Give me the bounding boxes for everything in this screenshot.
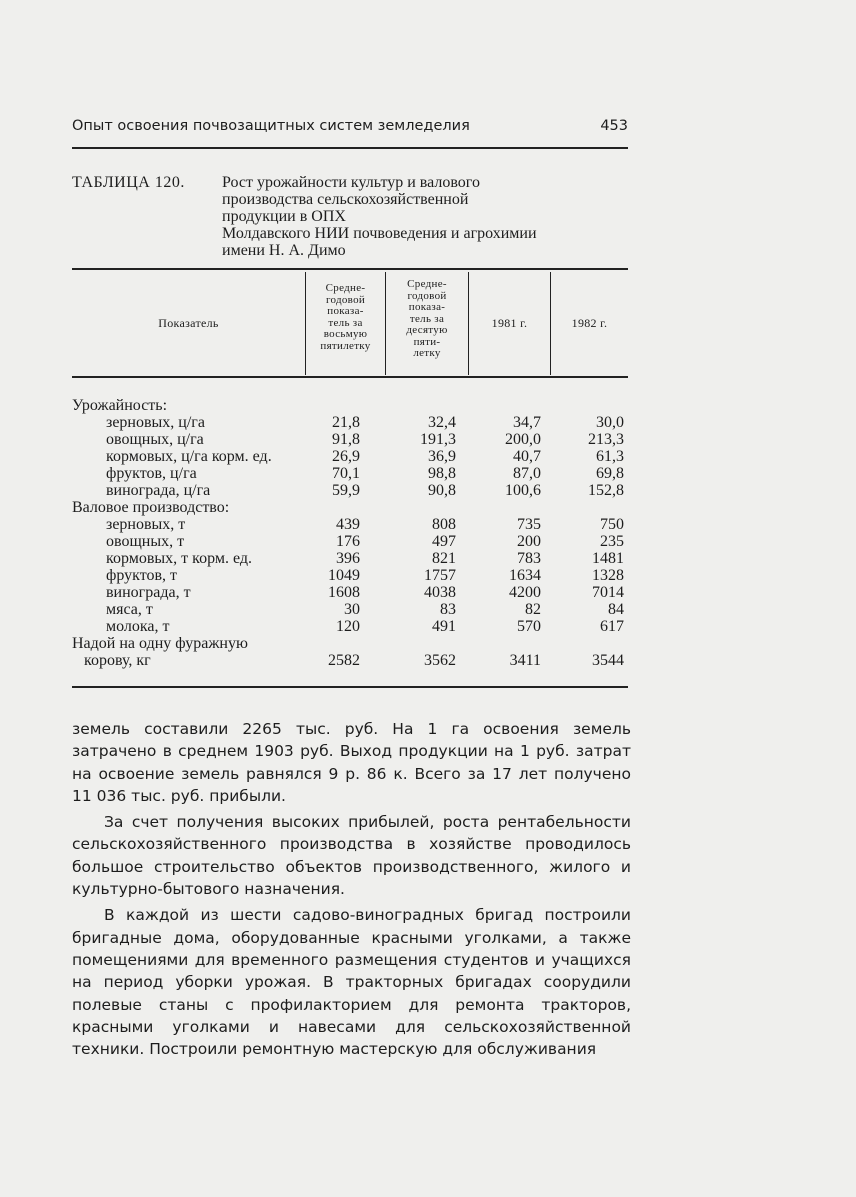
section-title: Валовое производство: bbox=[72, 499, 230, 516]
running-head bbox=[72, 118, 628, 140]
cell: 3544 bbox=[592, 652, 624, 669]
section-title-row bbox=[72, 499, 628, 516]
cell: 30 bbox=[344, 601, 360, 618]
cell: 1328 bbox=[592, 567, 624, 584]
header-indicator: Показатель bbox=[158, 316, 219, 330]
header-line: показа- bbox=[327, 305, 364, 317]
header-1982: 1982 г. bbox=[571, 316, 608, 330]
row-label: Надой на одну фуражную bbox=[72, 635, 248, 652]
header-line: Средне- bbox=[325, 282, 366, 294]
cell: 750 bbox=[600, 516, 624, 533]
table-row bbox=[72, 567, 628, 584]
table-row bbox=[72, 618, 628, 635]
table-title-line: производства сельскохозяйственной bbox=[222, 191, 469, 208]
cell: 82 bbox=[525, 601, 541, 618]
row-label: фруктов, т bbox=[106, 567, 178, 584]
header-line: годовой bbox=[407, 289, 447, 302]
cell: 235 bbox=[600, 533, 624, 550]
cell: 200,0 bbox=[505, 431, 541, 448]
cell: 200 bbox=[517, 533, 541, 550]
row-label: кормовых, ц/га корм. ед. bbox=[106, 448, 272, 465]
cell: 120 bbox=[336, 618, 360, 635]
table-row bbox=[72, 601, 628, 618]
header-line: пятилетку bbox=[320, 339, 371, 352]
cell: 36,9 bbox=[428, 448, 456, 465]
cell: 7014 bbox=[592, 584, 624, 601]
cell: 91,8 bbox=[332, 431, 360, 448]
table-row bbox=[72, 482, 628, 499]
section-title-row bbox=[72, 397, 628, 414]
cell: 497 bbox=[432, 533, 456, 550]
header-line: десятую bbox=[406, 324, 448, 336]
header-line: Средне- bbox=[407, 278, 447, 290]
table-title-line: имени Н. А. Димо bbox=[222, 242, 346, 259]
header-line: восьмую bbox=[323, 328, 368, 340]
cell: 61,3 bbox=[596, 448, 624, 465]
cell: 90,8 bbox=[428, 482, 456, 499]
cell: 4038 bbox=[424, 584, 456, 601]
header-line: годовой bbox=[325, 293, 366, 306]
header-line: летку bbox=[413, 347, 441, 359]
table-bottom-rule bbox=[72, 686, 628, 688]
page-number: 453 bbox=[600, 118, 628, 134]
table-row bbox=[72, 465, 628, 482]
header-rule bbox=[72, 147, 628, 149]
cell: 3411 bbox=[509, 652, 541, 669]
cell: 808 bbox=[432, 516, 456, 533]
running-head-title: Опыт освоения почвозащитных систем земледелия bbox=[72, 118, 470, 134]
cell: 30,0 bbox=[596, 414, 624, 431]
cell: 1757 bbox=[424, 567, 456, 584]
paragraph: земель составили 2265 тыс. руб. На 1 га освоения земель затрачено в среднем 1903 руб. Выход продукции на 1 руб. затрат на освоение земель равнялся 9 р. 86 к. Всего за 17 лет получено 11 036 тыс. руб. прибыли. bbox=[72, 720, 631, 805]
row-label: винограда, т bbox=[106, 584, 191, 601]
cell: 69,8 bbox=[596, 465, 624, 482]
row-label-continued: корову, кг bbox=[84, 652, 151, 669]
cell: 176 bbox=[336, 533, 360, 550]
cell: 152,8 bbox=[588, 482, 624, 499]
row-label: мяса, т bbox=[106, 601, 153, 618]
cell: 821 bbox=[432, 550, 456, 567]
table-row-milk-yield bbox=[72, 635, 628, 675]
table-header-rule bbox=[72, 376, 628, 378]
header-1981: 1981 г. bbox=[491, 316, 528, 330]
table-title-line: Рост урожайности культур и валового bbox=[222, 174, 480, 191]
cell: 570 bbox=[517, 618, 541, 635]
table-row bbox=[72, 448, 628, 465]
cell: 4200 bbox=[509, 584, 541, 601]
cell: 84 bbox=[608, 601, 624, 618]
table-row bbox=[72, 550, 628, 567]
table-label: ТАБЛИЦА 120. bbox=[72, 174, 185, 191]
row-label: зерновых, ц/га bbox=[106, 414, 205, 431]
cell: 191,3 bbox=[420, 431, 456, 448]
table-title bbox=[222, 174, 642, 259]
row-label: молока, т bbox=[106, 618, 170, 635]
table-body bbox=[72, 397, 628, 675]
cell: 98,8 bbox=[428, 465, 456, 482]
header-10th-five-year bbox=[386, 279, 468, 360]
cell: 26,9 bbox=[332, 448, 360, 465]
section-title: Урожайность: bbox=[72, 397, 168, 414]
cell: 783 bbox=[517, 550, 541, 567]
table-row bbox=[72, 431, 628, 448]
table-row bbox=[72, 414, 628, 431]
header-8th-five-year bbox=[306, 283, 385, 352]
cell: 83 bbox=[440, 601, 456, 618]
row-label: кормовых, т корм. ед. bbox=[106, 550, 253, 567]
cell: 70,1 bbox=[332, 465, 360, 482]
row-label: винограда, ц/га bbox=[106, 482, 211, 499]
table-row bbox=[72, 533, 628, 550]
cell: 439 bbox=[336, 516, 360, 533]
table-row bbox=[72, 516, 628, 533]
paragraph: В каждой из шести садово-виноградных бригад построили бригадные дома, оборудованные красными уголками, а также помещениями для временного размещения студентов и учащихся на период уборки урожая. В тракторных бригадах соорудили полевые станы с профилакторием для ремонта тракторов, красными уголками и навесами для сельскохозяйственной техники. Построили ремонтную мастерскую для обслуживания bbox=[72, 906, 631, 1059]
header-line: пяти- bbox=[413, 335, 441, 348]
row-label: овощных, т bbox=[106, 533, 185, 550]
cell: 2582 bbox=[328, 652, 360, 669]
cell: 3562 bbox=[424, 652, 456, 669]
cell: 40,7 bbox=[513, 448, 541, 465]
row-label: овощных, ц/га bbox=[106, 431, 204, 448]
row-label: зерновых, т bbox=[106, 516, 186, 533]
cell: 1481 bbox=[592, 550, 624, 567]
row-label: фруктов, ц/га bbox=[106, 465, 197, 482]
cell: 21,8 bbox=[332, 414, 360, 431]
cell: 1608 bbox=[328, 584, 360, 601]
header-line: тель за bbox=[328, 316, 363, 329]
cell: 100,6 bbox=[505, 482, 541, 499]
cell: 1049 bbox=[328, 567, 360, 584]
table-title-line: Молдавского НИИ почвоведения и агрохимии bbox=[222, 225, 537, 242]
cell: 87,0 bbox=[513, 465, 541, 482]
paragraph: За счет получения высоких прибылей, роста рентабельности сельскохозяйственного производства в хозяйстве проводилось большое строительство объектов производственного, жилого и культурно-бытового назначения. bbox=[72, 813, 631, 899]
body-text bbox=[72, 718, 631, 1064]
cell: 34,7 bbox=[513, 414, 541, 431]
table-row bbox=[72, 584, 628, 601]
cell: 32,4 bbox=[428, 414, 456, 431]
cell: 213,3 bbox=[588, 431, 624, 448]
header-line: тель за bbox=[409, 312, 445, 325]
cell: 491 bbox=[432, 618, 456, 635]
table-top-rule bbox=[72, 268, 628, 270]
header-line: показа- bbox=[408, 301, 446, 313]
cell: 1634 bbox=[509, 567, 541, 584]
cell: 396 bbox=[336, 550, 360, 567]
table-title-line: продукции в ОПХ bbox=[222, 208, 346, 225]
cell: 59,9 bbox=[332, 482, 360, 499]
cell: 617 bbox=[600, 618, 624, 635]
cell: 735 bbox=[517, 516, 541, 533]
